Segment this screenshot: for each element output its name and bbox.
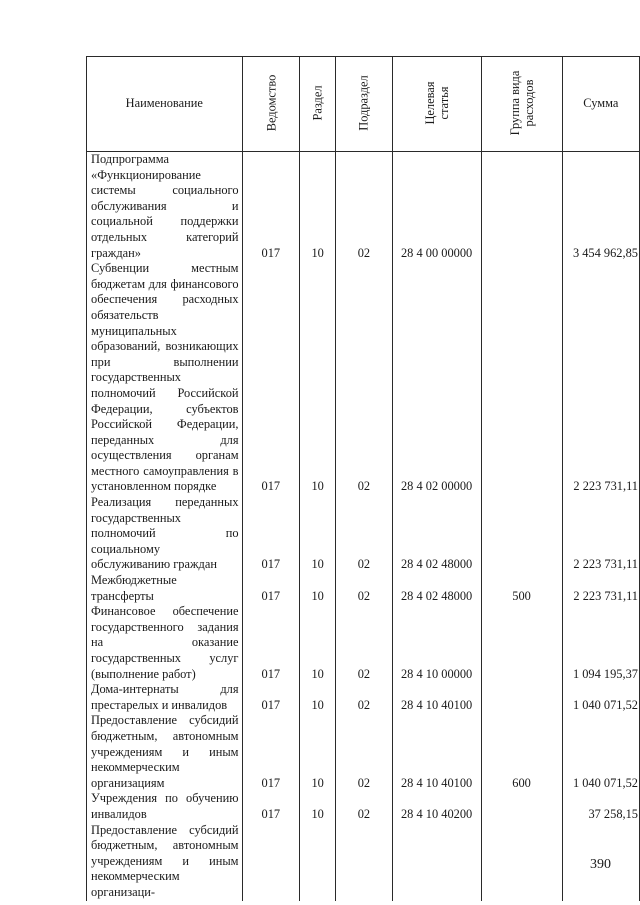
row-dept: 017 (242, 261, 300, 495)
row-section: 10 (300, 152, 336, 262)
row-section: 10 (300, 261, 336, 495)
row-subsection: 02 (336, 713, 392, 791)
header-section: Раздел (300, 57, 336, 152)
row-group (481, 604, 562, 682)
row-subsection (336, 823, 392, 901)
row-dept: 017 (242, 495, 300, 573)
row-section (300, 823, 336, 901)
row-dept: 017 (242, 152, 300, 262)
row-article: 28 4 10 40100 (392, 713, 481, 791)
row-section: 10 (300, 495, 336, 573)
row-group: 600 (481, 713, 562, 791)
table-row (87, 682, 640, 713)
row-amount: 1 094 195,37 (562, 604, 639, 682)
row-group (481, 791, 562, 822)
header-department: Ведомство (242, 57, 300, 152)
row-amount: 2 223 731,11 (562, 495, 639, 573)
table-row (87, 152, 640, 262)
row-dept: 017 (242, 682, 300, 713)
row-name: Учреждения по обучению инвалидов (87, 791, 243, 822)
row-subsection: 02 (336, 791, 392, 822)
row-dept: 017 (242, 791, 300, 822)
row-group (481, 682, 562, 713)
row-amount: 37 258,15 (562, 791, 639, 822)
row-article: 28 4 02 00000 (392, 261, 481, 495)
row-group (481, 152, 562, 262)
row-name: Подпрограмма «Функционирование системы социального обслуживания и социальной поддержки отдельных категорий граждан» (87, 152, 243, 262)
header-amount: Сумма (562, 57, 639, 152)
row-section: 10 (300, 682, 336, 713)
header-expense-group: Группа вида расходов (481, 57, 562, 152)
row-amount: 2 223 731,11 (562, 261, 639, 495)
table-row (87, 823, 640, 901)
row-amount: 1 040 071,52 (562, 682, 639, 713)
row-article: 28 4 02 48000 (392, 495, 481, 573)
budget-table (86, 56, 640, 901)
row-name: Финансовое обеспечение государственного задания на оказание государственных услуг (выполнение работ) (87, 604, 243, 682)
row-dept: 017 (242, 573, 300, 604)
table-header-row (87, 57, 640, 152)
row-article: 28 4 02 48000 (392, 573, 481, 604)
row-dept (242, 823, 300, 901)
row-amount: 2 223 731,11 (562, 573, 639, 604)
row-dept: 017 (242, 604, 300, 682)
row-subsection: 02 (336, 495, 392, 573)
page-number: 390 (590, 857, 611, 872)
row-article: 28 4 10 00000 (392, 604, 481, 682)
row-article: 28 4 00 00000 (392, 152, 481, 262)
table-row (87, 713, 640, 791)
row-article: 28 4 10 40100 (392, 682, 481, 713)
row-dept: 017 (242, 713, 300, 791)
table-row (87, 261, 640, 495)
table-row (87, 791, 640, 822)
row-article (392, 823, 481, 901)
row-name: Межбюджетные трансферты (87, 573, 243, 604)
row-article: 28 4 10 40200 (392, 791, 481, 822)
row-group (481, 495, 562, 573)
header-subsection: Подраздел (336, 57, 392, 152)
row-subsection: 02 (336, 573, 392, 604)
row-amount: 1 040 071,52 (562, 713, 639, 791)
row-section: 10 (300, 604, 336, 682)
row-section: 10 (300, 573, 336, 604)
table-row (87, 495, 640, 573)
row-name: Реализация переданных государственных полномочий по социальному обслуживанию граждан (87, 495, 243, 573)
header-target-article: Целевая статья (392, 57, 481, 152)
row-group (481, 261, 562, 495)
table-row (87, 604, 640, 682)
row-section: 10 (300, 791, 336, 822)
row-group: 500 (481, 573, 562, 604)
row-subsection: 02 (336, 682, 392, 713)
row-subsection: 02 (336, 604, 392, 682)
row-subsection: 02 (336, 152, 392, 262)
header-name: Наименование (87, 57, 243, 152)
row-name: Дома-интернаты для престарелых и инвалидов (87, 682, 243, 713)
row-name: Субвенции местным бюджетам для финансового обеспечения расходных обязательств муниципальных образований, возникающих при выполнении государственных полномочий Российской Федерации, субъектов Российской Федерации, переданных для осуществления органам местного самоуправления в установленном порядке (87, 261, 243, 495)
row-name: Предоставление субсидий бюджетным, автономным учреждениям и иным некоммерческим организаци- (87, 823, 243, 901)
row-subsection: 02 (336, 261, 392, 495)
row-name: Предоставление субсидий бюджетным, автономным учреждениям и иным некоммерческим организациям (87, 713, 243, 791)
table-row (87, 573, 640, 604)
row-group (481, 823, 562, 901)
row-section: 10 (300, 713, 336, 791)
row-amount: 3 454 962,85 (562, 152, 639, 262)
